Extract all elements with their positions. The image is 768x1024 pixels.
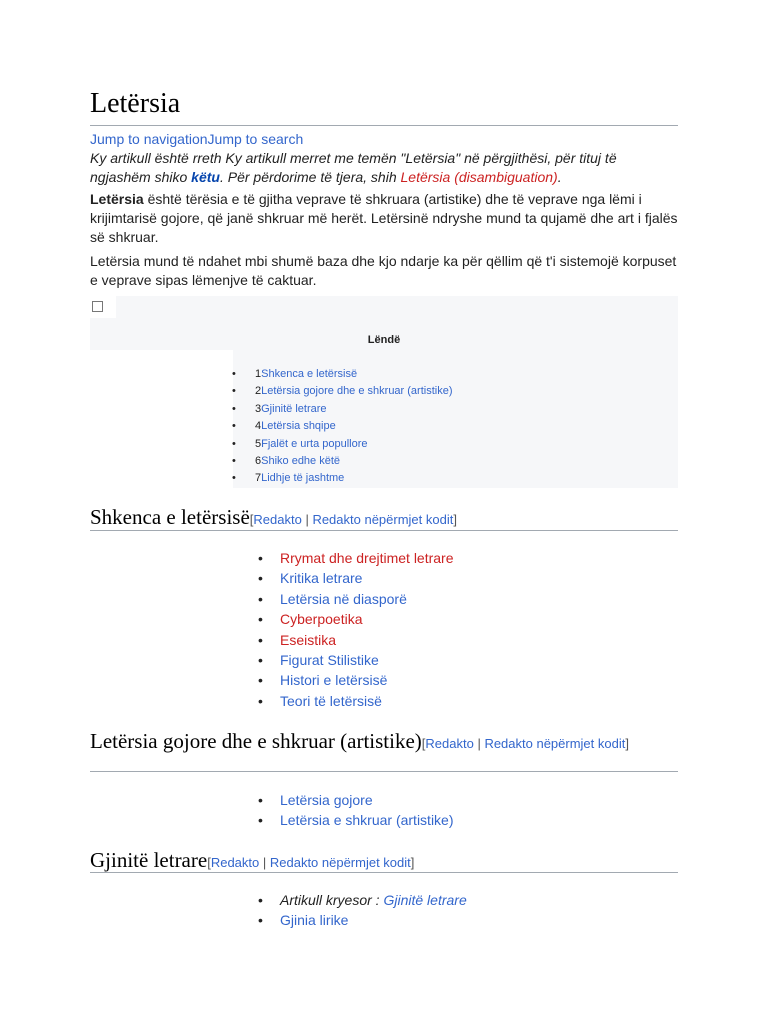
bracket-close: ] [410, 855, 415, 870]
list-item[interactable] [258, 810, 454, 830]
list-link[interactable]: Letërsia gojore [280, 792, 373, 808]
section-heading-text: Shkenca e letërsisë [90, 505, 250, 529]
section-heading-shkenca [90, 505, 457, 530]
list-item[interactable] [258, 910, 467, 930]
intro-bold-term: Letërsia [90, 191, 144, 207]
edit-section-links [207, 855, 414, 870]
list-link[interactable]: Letërsia në diasporë [280, 590, 407, 607]
jump-to-navigation-link[interactable]: Jump to navigation [90, 131, 208, 147]
toc-list [232, 366, 453, 488]
page-title: Letërsia [90, 88, 181, 119]
toc-toggle[interactable] [90, 296, 116, 318]
jump-to-search-link[interactable]: Jump to search [207, 131, 304, 147]
toc-item[interactable] [232, 401, 453, 418]
list-link[interactable]: Kritika letrare [280, 570, 363, 587]
list-item[interactable] [258, 548, 454, 568]
section-heading-text: Letërsia gojore dhe e shkruar (artistike) [90, 729, 422, 753]
toc-number: 3 [255, 402, 262, 415]
second-paragraph: Letërsia mund të ndahet mbi shumë baza dhe kjo ndarje ka për qëllim që t'i sistemojë korpuset e veprave sipas lëmenjve të caktuar. [90, 253, 677, 288]
toc-link[interactable]: Letërsia gojore dhe e shkruar (artistike) [261, 385, 453, 398]
section-heading-gojore [90, 730, 680, 755]
edit-separator: | [301, 512, 313, 527]
toc-number: 7 [255, 472, 262, 485]
list-link[interactable]: Teori të letërsisë [280, 692, 382, 709]
hatnote [90, 149, 680, 187]
list-item[interactable] [258, 589, 454, 609]
toc-number: 1 [255, 368, 262, 380]
list-item[interactable] [258, 630, 454, 650]
toc-link[interactable]: Gjinitë letrare [261, 402, 327, 415]
toc-number: 6 [255, 455, 262, 468]
redakto-kodit-link[interactable]: Redakto nëpërmjet kodit [312, 512, 454, 527]
edit-section-links [422, 736, 629, 751]
toc-item[interactable] [232, 366, 453, 383]
toc-item[interactable] [232, 470, 453, 487]
toc-checkbox-icon[interactable] [92, 301, 103, 312]
toc-number: 2 [255, 385, 262, 398]
hatnote-text: Ky artikull është rreth Ky artikull merret me temën "Letërsia" në përgjithësi, për tituj të ngjashëm shiko [90, 150, 617, 185]
redakto-kodit-link[interactable]: Redakto nëpërmjet kodit [269, 855, 411, 870]
toc-item[interactable] [232, 436, 453, 453]
toc-link[interactable]: Shkenca e letërsisë [261, 368, 358, 380]
section-divider [90, 530, 678, 531]
intro-paragraph [90, 190, 680, 247]
toc-item[interactable] [232, 383, 453, 400]
jump-links [90, 130, 303, 148]
section-list-shkenca [258, 548, 454, 711]
list-item[interactable] [258, 609, 454, 629]
hatnote-text-2: . Për përdorime të tjera, shih [219, 169, 401, 185]
list-item[interactable] [258, 568, 454, 588]
disambiguation-link[interactable]: Letërsia (disambiguation) [400, 169, 558, 185]
toc-title: Lëndë [367, 334, 401, 346]
hatnote-text-3: . [557, 169, 562, 185]
redakto-kodit-link[interactable]: Redakto nëpërmjet kodit [484, 736, 626, 751]
bracket-close: ] [453, 512, 457, 527]
toc-link[interactable]: Lidhje të jashtme [261, 472, 345, 485]
list-link[interactable]: Letërsia e shkruar (artistike) [280, 812, 454, 829]
section-divider [90, 771, 678, 772]
redakto-link[interactable]: Redakto [253, 512, 302, 527]
redlink[interactable]: Rrymat dhe drejtimet letrare [280, 550, 454, 566]
list-link[interactable]: Histori e letërsisë [280, 672, 388, 689]
section-heading-gjinite [90, 848, 414, 873]
edit-section-links [250, 512, 457, 527]
main-article-link[interactable]: Gjinitë letrare [383, 892, 467, 908]
redakto-link[interactable]: Redakto [210, 855, 260, 870]
toc-link[interactable]: Fjalët e urta popullore [261, 437, 368, 450]
toc-number: 4 [255, 420, 262, 433]
redlink[interactable]: Cyberpoetika [280, 611, 363, 628]
toc-number: 5 [255, 437, 262, 450]
toc-item[interactable] [232, 418, 453, 435]
list-item[interactable] [258, 670, 454, 690]
title-divider [90, 125, 678, 126]
toc-link[interactable]: Letërsia shqipe [261, 420, 336, 433]
bracket-open: [ [249, 512, 254, 527]
intro-text: është tërësia e të gjitha veprave të shkruara (artistike) dhe të veprave nga lëmi i krijimtarisë gojore, që janë shkruar më herët. Letërsinë ndryshe mund ta qujamë dhe art i fjalës së shkruar. [90, 191, 678, 245]
list-link[interactable]: Figurat Stilistike [280, 652, 379, 669]
main-article-prefix: Artikull kryesor : [280, 892, 384, 908]
section-list-gojore [258, 790, 454, 831]
main-article-item [258, 890, 467, 910]
toc-link[interactable]: Shiko edhe këtë [261, 455, 341, 468]
list-item[interactable] [258, 790, 454, 810]
redlink[interactable]: Eseistika [280, 631, 337, 648]
list-item[interactable] [258, 650, 454, 670]
bracket-open: [ [207, 855, 211, 870]
list-item[interactable] [258, 691, 454, 711]
section-divider [90, 872, 678, 873]
hatnote-ketu-link[interactable]: këtu [191, 169, 220, 185]
list-link[interactable]: Gjinia lirike [280, 912, 349, 929]
section-heading-text: Gjinitë letrare [90, 848, 208, 872]
toc-item[interactable] [232, 453, 453, 470]
redakto-link[interactable]: Redakto [425, 736, 474, 751]
edit-separator: | [473, 736, 485, 751]
section-list-gjinite [258, 890, 467, 931]
toc-blank-area [90, 350, 233, 488]
bracket-close: ] [625, 736, 629, 751]
edit-separator: | [259, 855, 270, 870]
bracket-open: [ [421, 736, 426, 751]
